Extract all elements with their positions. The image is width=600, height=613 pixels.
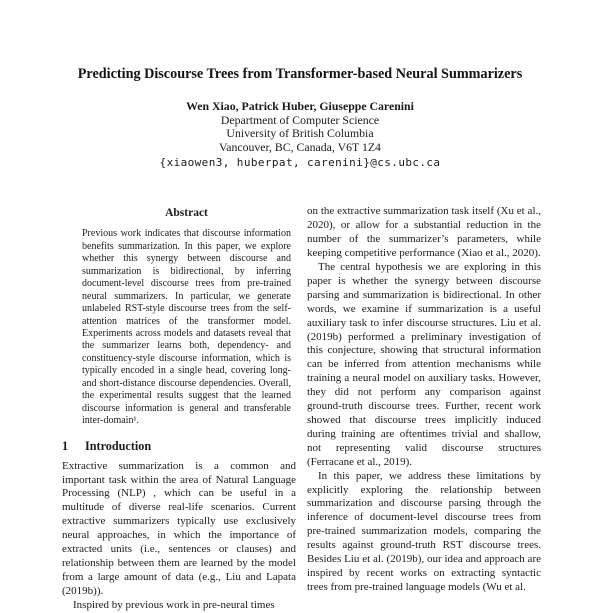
abstract-text: Previous work indicates that discourse information benefits summarization. In this paper, we explore whether this synergy between discourse and summarization is bidirectional, by inferring document-level discourse trees from pre-trained neural summarizers. In particular, we generate unlabeled RST-style discourse trees from the self-attention matrices of the transformer model. Experiments across models and datasets reveal that the summarizer learns both, dependency- and constituency-style discourse information, which is typically encoded in a single head, covering long- and short-distance discourse dependencies. Overall, the experimental results suggest that the learned discourse information is general and transferable inter-domain¹.: [82, 228, 291, 427]
paper-header: [0, 0, 600, 169]
paper-authors: Wen Xiao, Patrick Huber, Giuseppe Carenini: [186, 99, 414, 113]
intro-paragraph-2: Inspired by previous work in pre-neural times: [73, 598, 275, 611]
section-number: 1: [62, 438, 69, 453]
author-emails: {xiaowen3, huberpat, carenini}@cs.ubc.ca: [159, 156, 441, 170]
two-column-body: [62, 205, 541, 612]
abstract-heading: Abstract: [165, 207, 208, 220]
abstract-section: [82, 207, 291, 427]
intro-paragraph-1: Extractive summarization is a common and important task within the area of Natural Language Processing (NLP) , which can be useful in a multitude of diverse real-life scenarios. Current extractive summarizers typically use exclusively neural approaches, in which the importance of extracted units (i.e., sentences or clauses) and relationship between them are learned by the model from a large amount of data (e.g., Liu and Lapata (2019b)).: [62, 459, 296, 597]
section-title: Introduction: [85, 438, 152, 453]
right-paragraph-3: In this paper, we address these limitations by explicitly exploring the relationship between summarization and discourse parsing through the inference of document-level discourse trees from pre-trained summarization models, comparing the results against ground-truth RST discourse trees. Besides Liu et al. (2019b), our idea and approach are inspired by recent works on extracting syntactic trees from pre-trained language models (Wu et al.: [307, 469, 541, 593]
section-heading-introduction: [62, 439, 296, 454]
right-column: [307, 205, 541, 612]
right-paragraph-1: on the extractive summarization task itself (Xu et al., 2020), or allow for a substantial reduction in the number of the summarizer’s parameters, while keeping competitive performance (Xiao et al., 2020).: [307, 205, 541, 260]
right-paragraph-2: The central hypothesis we are exploring in this paper is whether the synergy between discourse parsing and summarization is bidirectional. In other words, we examine if summarization is a useful auxiliary task to infer discourse structures. Liu et al. (2019b) performed a preliminary investigation of this conjecture, showing that structural information can be inferred from attention mechanisms while training a neural model on auxiliary tasks. However, they did not perform any comparison against ground-truth discourse trees. Further, recent work showed that discourse trees implicitly induced during training are oftentimes trivial and shallow, not representing valid discourse structures (Ferracane et al., 2019).: [307, 261, 541, 468]
affiliation-department: Department of Computer Science: [220, 112, 380, 127]
left-column: [62, 205, 296, 612]
paper-title: Predicting Discourse Trees from Transformer-based Neural Summarizers: [77, 66, 523, 82]
affiliation-address: Vancouver, BC, Canada, V6T 1Z4: [219, 139, 381, 154]
affiliation-university: University of British Columbia: [226, 126, 374, 141]
